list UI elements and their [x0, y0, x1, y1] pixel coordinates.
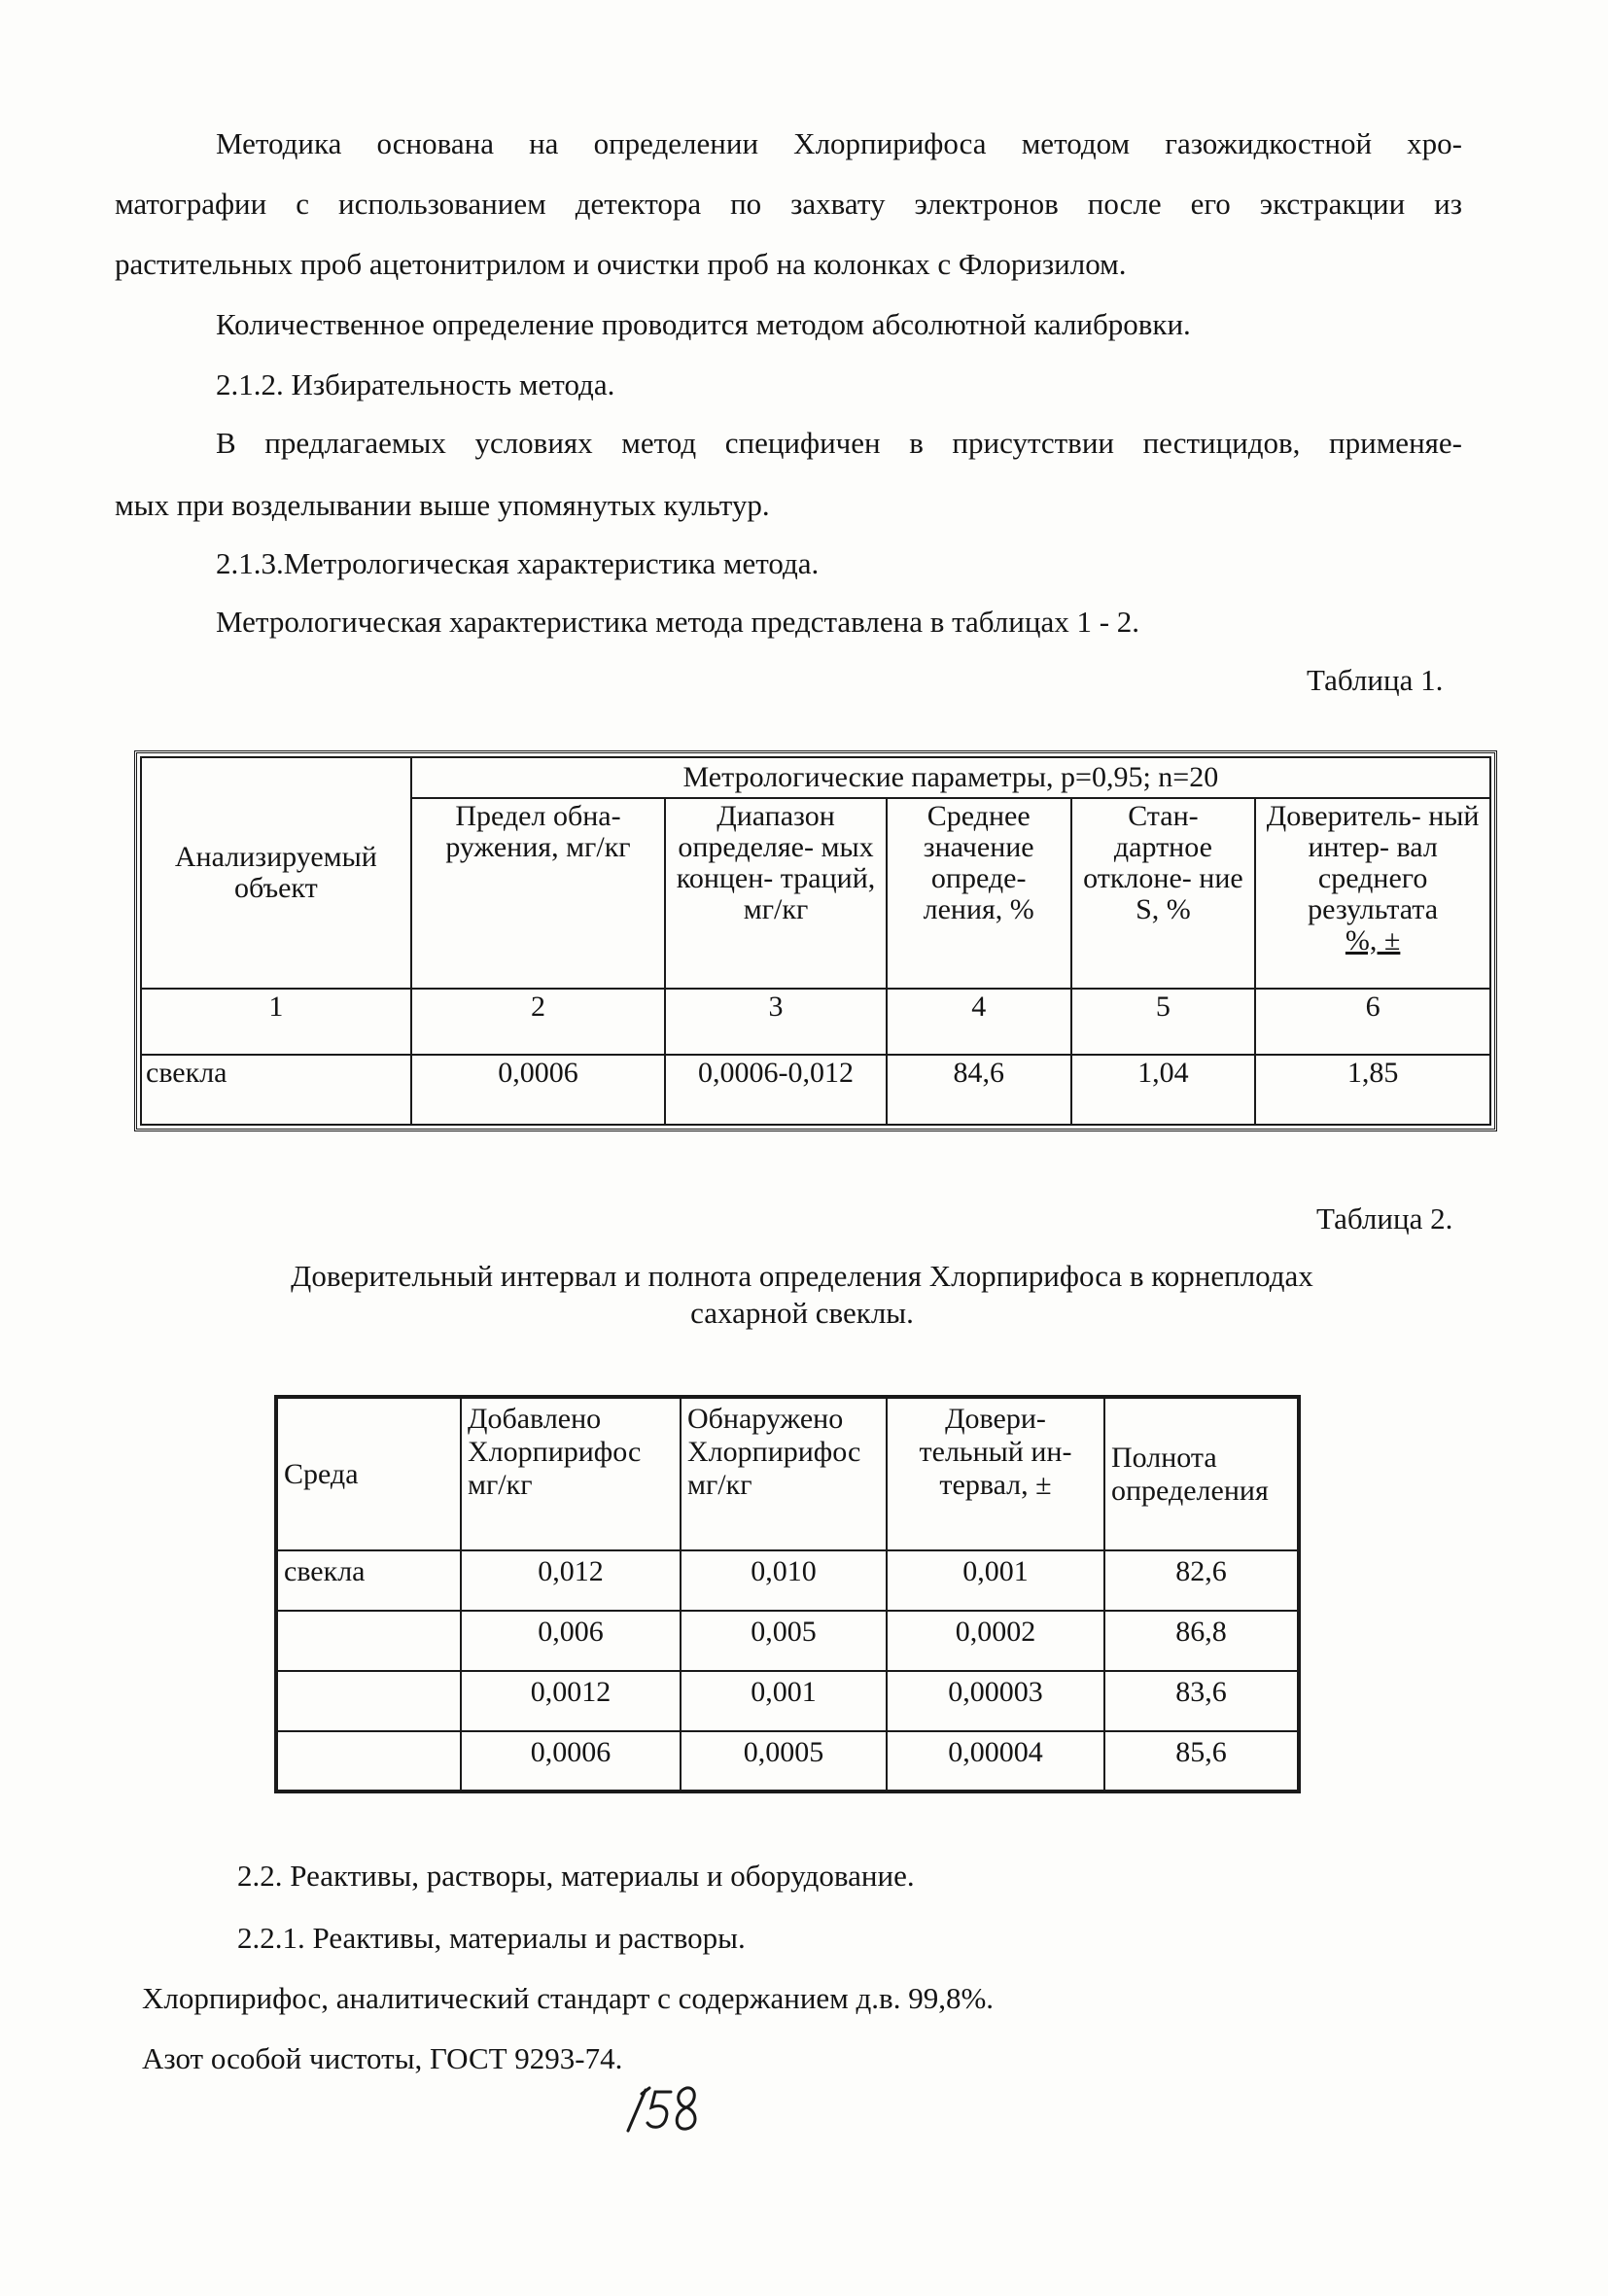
t1-group-header: Метрологические параметры, р=0,95; n=20 [411, 757, 1490, 798]
t2-r4-medium [276, 1731, 461, 1792]
t1-cell-mean: 84,6 [887, 1055, 1071, 1125]
t1-header-mean: Среднее значение опреде- ления, % [887, 798, 1071, 989]
t1-colnum-6: 6 [1255, 989, 1490, 1055]
t2-r3-interval: 0,00003 [887, 1671, 1104, 1731]
t2-header-found-l3: мг/кг [687, 1469, 752, 1501]
table1-label: Таблица 1. [1307, 663, 1444, 697]
t2-header-medium: Среда [276, 1397, 461, 1550]
t2-header-added-l2: Хлорпирифос [468, 1436, 642, 1468]
t2-header-interval-l1: Довери- [945, 1403, 1046, 1435]
t2-header-added [461, 1397, 681, 1550]
t1-header-confidence-tail: %, ± [1345, 924, 1401, 957]
t2-header-found-l1: Обнаружено [687, 1403, 844, 1435]
heading-selectivity: 2.1.2. Избирательность метода. [216, 367, 615, 401]
t1-colnum-1: 1 [141, 989, 411, 1055]
t2-r1-medium: свекла [276, 1550, 461, 1611]
t2-header-interval [887, 1397, 1104, 1550]
t2-r4-interval: 0,00004 [887, 1731, 1104, 1792]
t2-header-added-l3: мг/кг [468, 1469, 533, 1501]
table2-caption-line1: Доверительный интервал и полнота определения Хлорпирифоса в корнеплодах [291, 1259, 1313, 1293]
table2-label: Таблица 2. [1316, 1201, 1453, 1235]
t2-header-added-l1: Добавлено [468, 1403, 602, 1435]
t1-cell-range: 0,0006-0,012 [665, 1055, 887, 1125]
paragraph-method-line2: матографии с использованием детектора по захвату электронов после его экстракции из [115, 187, 1462, 221]
table2-caption-line2: сахарной свеклы. [690, 1296, 914, 1330]
t1-header-std: Стан- дартное отклоне- ние S, % [1071, 798, 1256, 989]
t2-r3-found: 0,001 [681, 1671, 887, 1731]
t1-header-confidence-text: Доверитель- ный интер- вал среднего результата [1266, 800, 1480, 925]
t1-header-range: Диапазон определяе- мых концен- траций, мг/кг [665, 798, 887, 989]
t1-colnum-3: 3 [665, 989, 887, 1055]
t1-header-object: Анализируемый объект [141, 757, 411, 989]
t2-header-completeness-l2: определения [1111, 1474, 1269, 1507]
t2-header-completeness-l1: Полнота [1111, 1441, 1217, 1474]
t1-colnum-2: 2 [411, 989, 665, 1055]
t1-cell-object: свекла [141, 1055, 411, 1125]
t2-r1-interval: 0,001 [887, 1550, 1104, 1611]
t2-r4-completeness: 85,6 [1104, 1731, 1299, 1792]
t1-colnum-4: 4 [887, 989, 1071, 1055]
t2-r2-found: 0,005 [681, 1611, 887, 1671]
t1-header-detection-limit: Предел обна- ружения, мг/кг [411, 798, 665, 989]
t2-header-found [681, 1397, 887, 1550]
t2-r2-interval: 0,0002 [887, 1611, 1104, 1671]
t2-r2-medium [276, 1611, 461, 1671]
paragraph-method-line3: растительных проб ацетонитрилом и очистки проб на колонках с Флоризилом. [115, 247, 1127, 281]
t2-header-interval-l2: тельный ин- [919, 1436, 1072, 1468]
heading-metrology: 2.1.3.Метрологическая характеристика метода. [216, 546, 820, 580]
heading-reagents: 2.2. Реактивы, растворы, материалы и оборудование. [237, 1859, 915, 1893]
paragraph-selectivity-line1: В предлагаемых условиях метод специфичен в присутствии пестицидов, применяе- [216, 426, 1462, 460]
t1-cell-std: 1,04 [1071, 1055, 1256, 1125]
t2-r1-completeness: 82,6 [1104, 1550, 1299, 1611]
heading-reagents-materials: 2.2.1. Реактивы, материалы и растворы. [237, 1921, 746, 1955]
paragraph-selectivity-line2: мых при возделывании выше упомянутых культур. [115, 488, 770, 522]
table-metrology [140, 756, 1491, 1126]
table-recovery [274, 1395, 1301, 1793]
t1-header-confidence [1255, 798, 1490, 989]
item-nitrogen: Азот особой чистоты, ГОСТ 9293-74. [142, 2041, 623, 2075]
t2-r3-added: 0,0012 [461, 1671, 681, 1731]
t2-r2-added: 0,006 [461, 1611, 681, 1671]
t2-r1-added: 0,012 [461, 1550, 681, 1611]
t2-header-completeness [1104, 1397, 1299, 1550]
t2-r2-completeness: 86,8 [1104, 1611, 1299, 1671]
paragraph-method-line1: Методика основана на определении Хлорпирифоса методом газожидкостной хро- [216, 126, 1462, 160]
t2-r3-medium [276, 1671, 461, 1731]
t1-colnum-5: 5 [1071, 989, 1256, 1055]
page-number-handwritten [622, 2078, 700, 2137]
item-chlorpyrifos-standard: Хлорпирифос, аналитический стандарт с содержанием д.в. 99,8%. [142, 1981, 995, 2015]
t2-header-found-l2: Хлорпирифос [687, 1436, 861, 1468]
t2-header-interval-l3: тервал, ± [939, 1469, 1052, 1501]
t1-cell-detection-limit: 0,0006 [411, 1055, 665, 1125]
paragraph-metrology: Метрологическая характеристика метода представлена в таблицах 1 - 2. [216, 605, 1140, 639]
t2-r4-found: 0,0005 [681, 1731, 887, 1792]
t2-r3-completeness: 83,6 [1104, 1671, 1299, 1731]
paragraph-quantitative: Количественное определение проводится методом абсолютной калибровки. [216, 307, 1191, 341]
t2-r4-added: 0,0006 [461, 1731, 681, 1792]
t1-cell-confidence: 1,85 [1255, 1055, 1490, 1125]
t2-r1-found: 0,010 [681, 1550, 887, 1611]
